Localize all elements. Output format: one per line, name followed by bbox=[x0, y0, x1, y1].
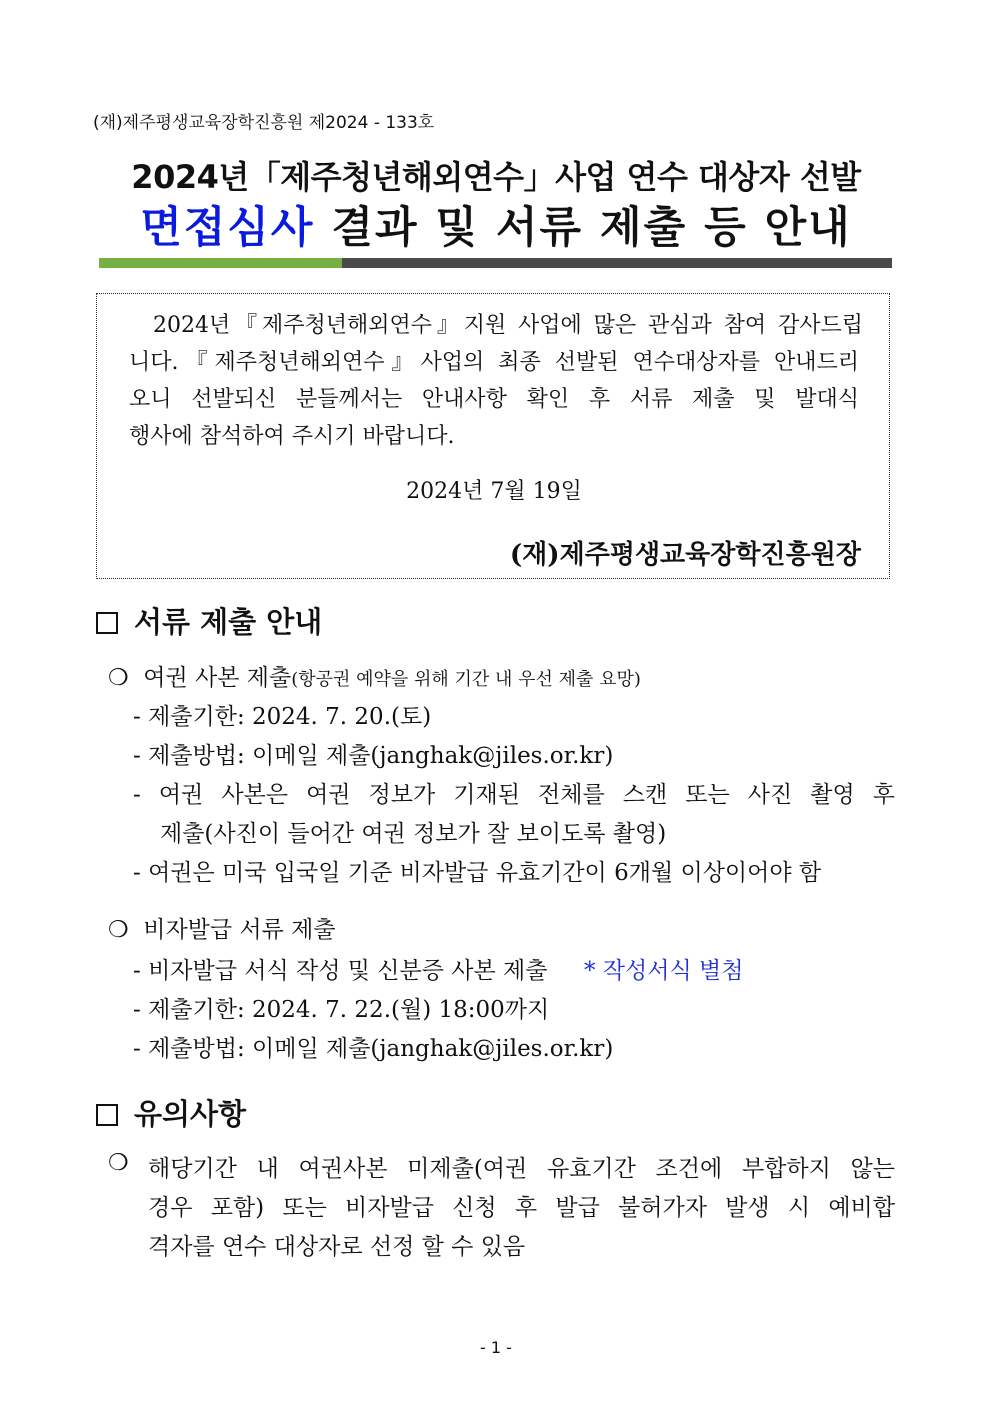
notice-signature: (재)제주평생교육장학진흥원장 bbox=[509, 540, 861, 570]
list-subitem: - 제출방법: 이메일 제출(janghak@jiles.or.kr) bbox=[133, 1036, 614, 1062]
notice-date: 2024년 7월 19일 bbox=[406, 479, 582, 504]
page-number: - 1 - bbox=[480, 1338, 512, 1357]
notes-line: 경우 포함) 또는 비자발급 신청 후 발급 불허가자 발생 시 예비합 bbox=[148, 1195, 895, 1221]
notes-line: 격자를 연수 대상자로 선정 할 수 있음 bbox=[148, 1234, 526, 1260]
circle-bullet-icon: ❍ bbox=[108, 917, 129, 943]
circle-bullet-icon: ❍ bbox=[108, 665, 129, 691]
title-underline-green bbox=[99, 258, 342, 268]
list-subitem: - 여권 사본은 여권 정보가 기재된 전체를 스캔 또는 사진 촬영 후 bbox=[133, 782, 895, 808]
section-heading-documents bbox=[96, 600, 322, 641]
notice-line: 니다.『제주청년해외연수』사업의 최종 선발된 연수대상자를 안내드리 bbox=[129, 350, 859, 375]
checkbox-square-icon bbox=[96, 1104, 118, 1126]
section-heading-text: 서류 제출 안내 bbox=[134, 605, 323, 639]
subitem-text: - 비자발급 서식 작성 및 신분증 사본 제출 bbox=[133, 958, 548, 984]
item-title-note: (항공권 예약을 위해 기간 내 우선 제출 요망) bbox=[291, 669, 641, 690]
document-number: (재)제주평생교육장학진흥원 제2024 - 133호 bbox=[93, 113, 435, 133]
attachment-note: * 작성서식 별첨 bbox=[584, 958, 744, 984]
checkbox-square-icon bbox=[96, 612, 118, 634]
section-heading-text: 유의사항 bbox=[134, 1097, 247, 1131]
title-line-1: 2024년「제주청년해외연수」사업 연수 대상자 선발 bbox=[131, 158, 861, 196]
list-subitem: - 제출기한: 2024. 7. 22.(월) 18:00까지 bbox=[133, 997, 550, 1023]
list-subitem: - 여권은 미국 입국일 기준 비자발급 유효기간이 6개월 이상이어야 함 bbox=[133, 860, 822, 886]
list-subitem bbox=[133, 952, 743, 985]
list-item-passport bbox=[108, 659, 641, 692]
notice-line: 오니 선발되신 분들께서는 안내사항 확인 후 서류 제출 및 발대식 bbox=[129, 387, 859, 412]
notice-line: 행사에 참석하여 주시기 바랍니다. bbox=[129, 424, 455, 449]
list-subitem: - 제출방법: 이메일 제출(janghak@jiles.or.kr) bbox=[133, 743, 614, 769]
title-line-2 bbox=[0, 194, 992, 255]
notes-line: 해당기간 내 여권사본 미제출(여권 유효기간 조건에 부합하지 않는 bbox=[148, 1156, 895, 1182]
list-subitem: - 제출기한: 2024. 7. 20.(토) bbox=[133, 704, 432, 730]
item-title: 비자발급 서류 제출 bbox=[143, 917, 336, 943]
title-underline-gray bbox=[342, 258, 892, 268]
section-heading-notes bbox=[96, 1092, 246, 1133]
title-rest: 결과 및 서류 제출 등 안내 bbox=[314, 203, 852, 253]
bullet bbox=[108, 1150, 129, 1176]
notice-line: 2024년『제주청년해외연수』지원 사업에 많은 관심과 참여 감사드립 bbox=[153, 313, 863, 338]
item-title: 여권 사본 제출 bbox=[143, 665, 292, 691]
title-highlight: 면접심사 bbox=[140, 203, 315, 253]
notice-box bbox=[96, 293, 890, 579]
list-item-visa bbox=[108, 911, 336, 944]
list-subitem-continued: 제출(사진이 들어간 여권 정보가 잘 보이도록 촬영) bbox=[160, 821, 667, 847]
circle-bullet-icon: ❍ bbox=[108, 1150, 129, 1176]
